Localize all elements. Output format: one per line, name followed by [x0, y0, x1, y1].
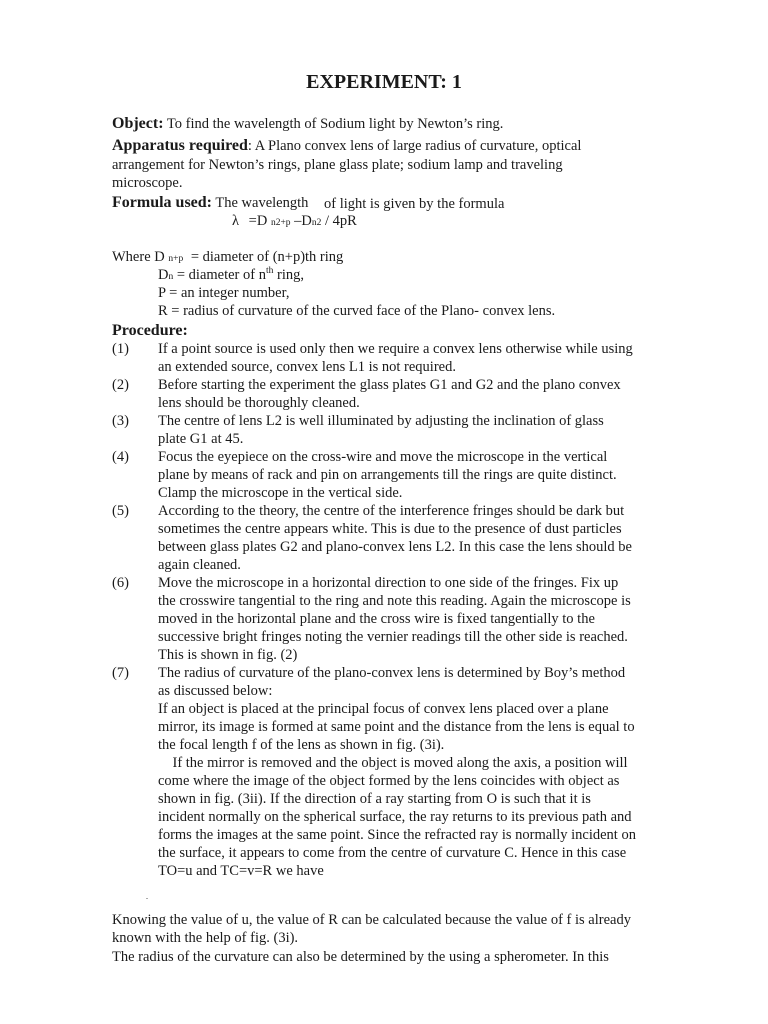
where-line-dn: Dn = diameter of $n^{th}$ ring,: [158, 266, 304, 283]
step-line: Before starting the experiment the glass plates G1 and G2 and the plano convex: [158, 377, 621, 393]
object-line: [112, 115, 503, 134]
step-number: (7): [112, 665, 129, 681]
step-number: (3): [112, 413, 129, 429]
apparatus-line-2: arrangement for Newton’s rings, plane glass plate; sodium lamp and traveling: [112, 157, 563, 173]
step-line: The radius of curvature of the plano-convex lens is determined by Boy’s method: [158, 665, 626, 681]
step-line: If the mirror is removed and the object is moved along the axis, a position will: [158, 755, 628, 771]
step-line: come where the image of the object formed by the lens coincides with object as: [158, 773, 620, 789]
step-line: moved in the horizontal plane and the cross wire is fixed tangentially to the: [158, 611, 595, 627]
footer-line: Knowing the value of u, the value of R can be calculated because the value of f is already: [112, 912, 631, 928]
object-label: Object:: [112, 115, 164, 132]
step-line: the focal length f of the lens as shown in fig. (3i).: [158, 737, 445, 753]
step-line: again cleaned.: [158, 557, 241, 573]
step-number: (1): [112, 341, 129, 357]
step-line: the crosswire tangential to the ring and note this reading. Again the microscope is: [158, 593, 631, 609]
step-line: as discussed below:: [158, 683, 273, 699]
step-number: (2): [112, 377, 129, 393]
procedure-heading: Procedure:: [112, 322, 188, 339]
formula-text-b: of light is given by the formula: [324, 196, 505, 212]
step-line: an extended source, convex lens L1 is not required.: [158, 359, 456, 375]
step-line: successive bright fringes noting the vernier readings till the other side is reached.: [158, 629, 628, 645]
object-text: To find the wavelength of Sodium light by Newton’s ring.: [166, 116, 504, 132]
step-line: incident normally on the spherical surface, the ray returns to its previous path and: [158, 809, 632, 825]
step-number: (4): [112, 449, 129, 465]
step-line: TO=u and TC=v=R we have: [158, 863, 324, 879]
step-line: mirror, its image is formed at same point and the distance from the lens is equal to: [158, 719, 635, 735]
step-line: Focus the eyepiece on the cross-wire and move the microscope in the vertical: [158, 449, 608, 465]
footer-line: The radius of the curvature can also be determined by the using a spherometer. In this: [112, 949, 609, 965]
step-number: (5): [112, 503, 129, 519]
page-title: EXPERIMENT: 1: [306, 71, 462, 93]
apparatus-line-1: [112, 137, 581, 156]
step-line: This is shown in fig. (2): [158, 647, 298, 663]
formula-line: [112, 194, 308, 213]
formula-label: Formula used:: [112, 194, 212, 211]
apparatus-label: Apparatus required: [112, 137, 248, 154]
formula-text-a: The wavelength: [215, 195, 309, 211]
step-line: If a point source is used only then we require a convex lens otherwise while using: [158, 341, 633, 357]
where-line-r: R = radius of curvature of the curved face of the Plano- convex lens.: [158, 303, 556, 319]
step-line: If an object is placed at the principal focus of convex lens placed over a plane: [158, 701, 609, 717]
step-line: plane by means of rack and pin on arrangements till the rings are quite distinct.: [158, 467, 617, 483]
step-line: The centre of lens L2 is well illuminated by adjusting the inclination of glass: [158, 413, 604, 429]
step-line: Move the microscope in a horizontal direction to one side of the fringes. Fix up: [158, 575, 619, 591]
lambda-symbol: λ: [232, 213, 240, 229]
apparatus-line-3: microscope.: [112, 175, 183, 191]
wavelength-formula: λ =D n2+p –Dn2 / 4pR: [232, 213, 357, 229]
step-number: (6): [112, 575, 129, 591]
where-line-1: Where D n+p = diameter of (n+p)th ring: [112, 249, 344, 265]
step-line: lens should be thoroughly cleaned.: [158, 395, 360, 411]
step-line: between glass plates G2 and plano-convex lens L2. In this case the lens should be: [158, 539, 632, 555]
apparatus-text-1: : A Plano convex lens of large radius of curvature, optical: [247, 138, 582, 154]
step-line: plate G1 at 45.: [158, 431, 244, 447]
where-line-p: P = an integer number,: [158, 285, 290, 301]
footer-line: known with the help of fig. (3i).: [112, 930, 299, 946]
step-line: According to the theory, the centre of the interference fringes should be dark but: [158, 503, 625, 519]
step-line: Clamp the microscope in the vertical side.: [158, 485, 403, 501]
stray-dot: .: [146, 892, 148, 901]
step-line: shown in fig. (3ii). If the direction of a ray starting from O is such that it is: [158, 791, 591, 807]
step-line: sometimes the centre appears white. This is due to the presence of dust particles: [158, 521, 622, 537]
step-line: forms the images at the same point. Since the refracted ray is normally incident on: [158, 827, 636, 843]
step-line: the surface, it appears to come from the centre of curvature C. Hence in this case: [158, 845, 627, 861]
